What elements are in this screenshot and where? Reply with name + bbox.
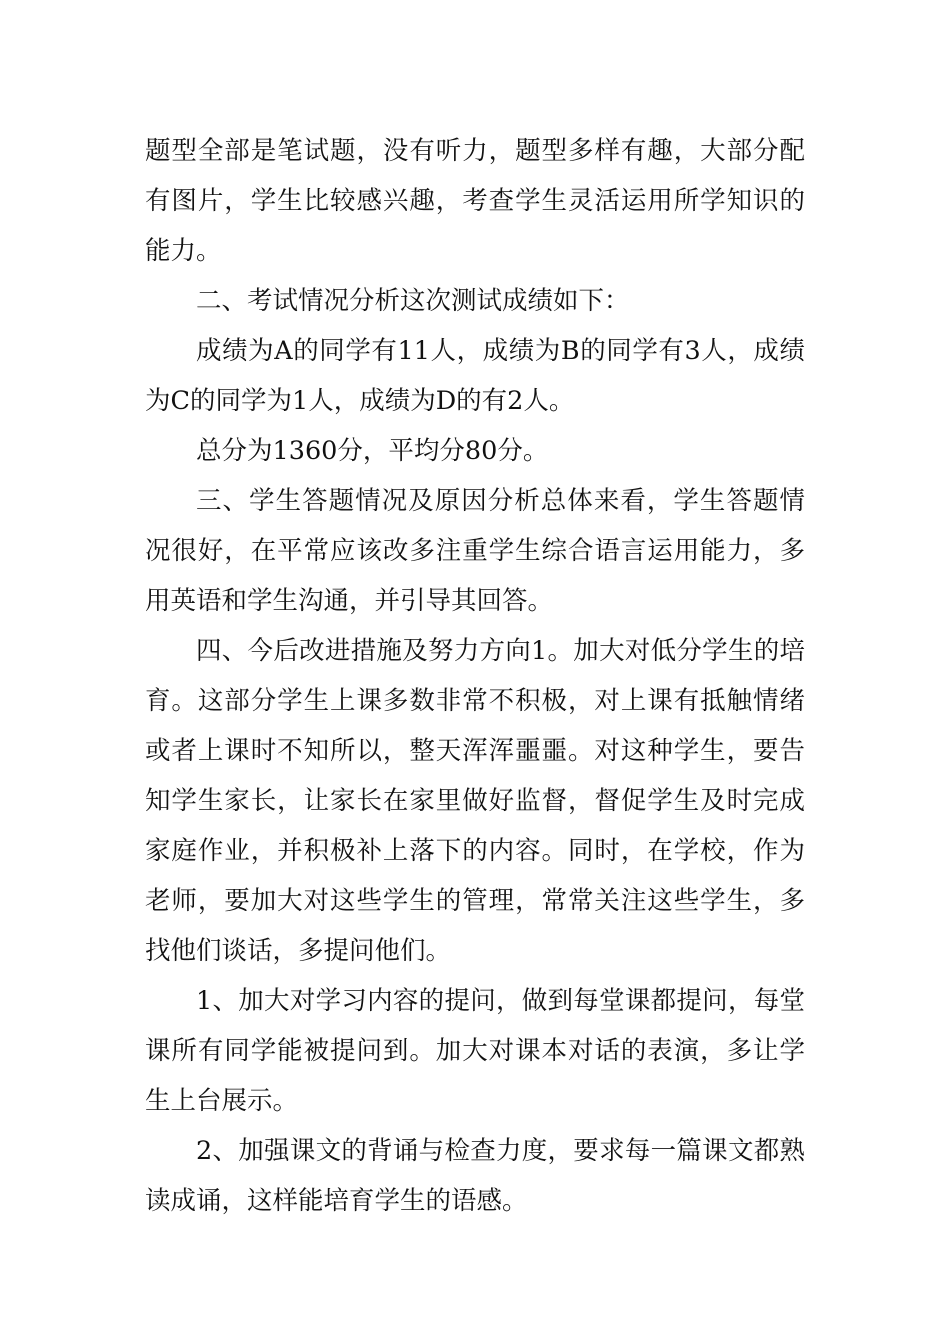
paragraph-answer-analysis: 三、学生答题情况及原因分析总体来看，学生答题情况很好，在平常应该改多注重学生综合语言运用能力，多用英语和学生沟通，并引导其回答。 [145, 486, 805, 616]
paragraph-exam-analysis-heading: 二、考试情况分析这次测试成绩如下： [196, 286, 630, 316]
paragraph-grade-distribution: 成绩为A的同学有11人，成绩为B的同学有3人，成绩为C的同学为1人，成绩为D的有2人。 [145, 336, 805, 416]
paragraph-total-score: 总分为1360分，平均分80分。 [196, 436, 549, 466]
document-page [145, 126, 805, 1226]
paragraph-measure-2: 2、加强课文的背诵与检查力度，要求每一篇课文都熟读成诵，这样能培育学生的语感。 [145, 1136, 805, 1216]
paragraph-measure-1: 1、加大对学习内容的提问，做到每堂课都提问，每堂课所有同学能被提问到。加大对课本对话的表演，多让学生上台展示。 [145, 986, 805, 1116]
paragraph-improvement-measures: 四、今后改进措施及努力方向1。加大对低分学生的培育。这部分学生上课多数非常不积极，对上课有抵触情绪或者上课时不知所以，整天浑浑噩噩。对这种学生，要告知学生家长，让家长在家里做好监督，督促学生及时完成家庭作业，并积极补上落下的内容。同时，在学校，作为老师，要加大对这些学生的管理，常常关注这些学生，多找他们谈话，多提问他们。 [145, 636, 805, 966]
paragraph-intro: 题型全部是笔试题，没有听力，题型多样有趣，大部分配有图片，学生比较感兴趣，考查学生灵活运用所学知识的能力。 [145, 136, 805, 266]
